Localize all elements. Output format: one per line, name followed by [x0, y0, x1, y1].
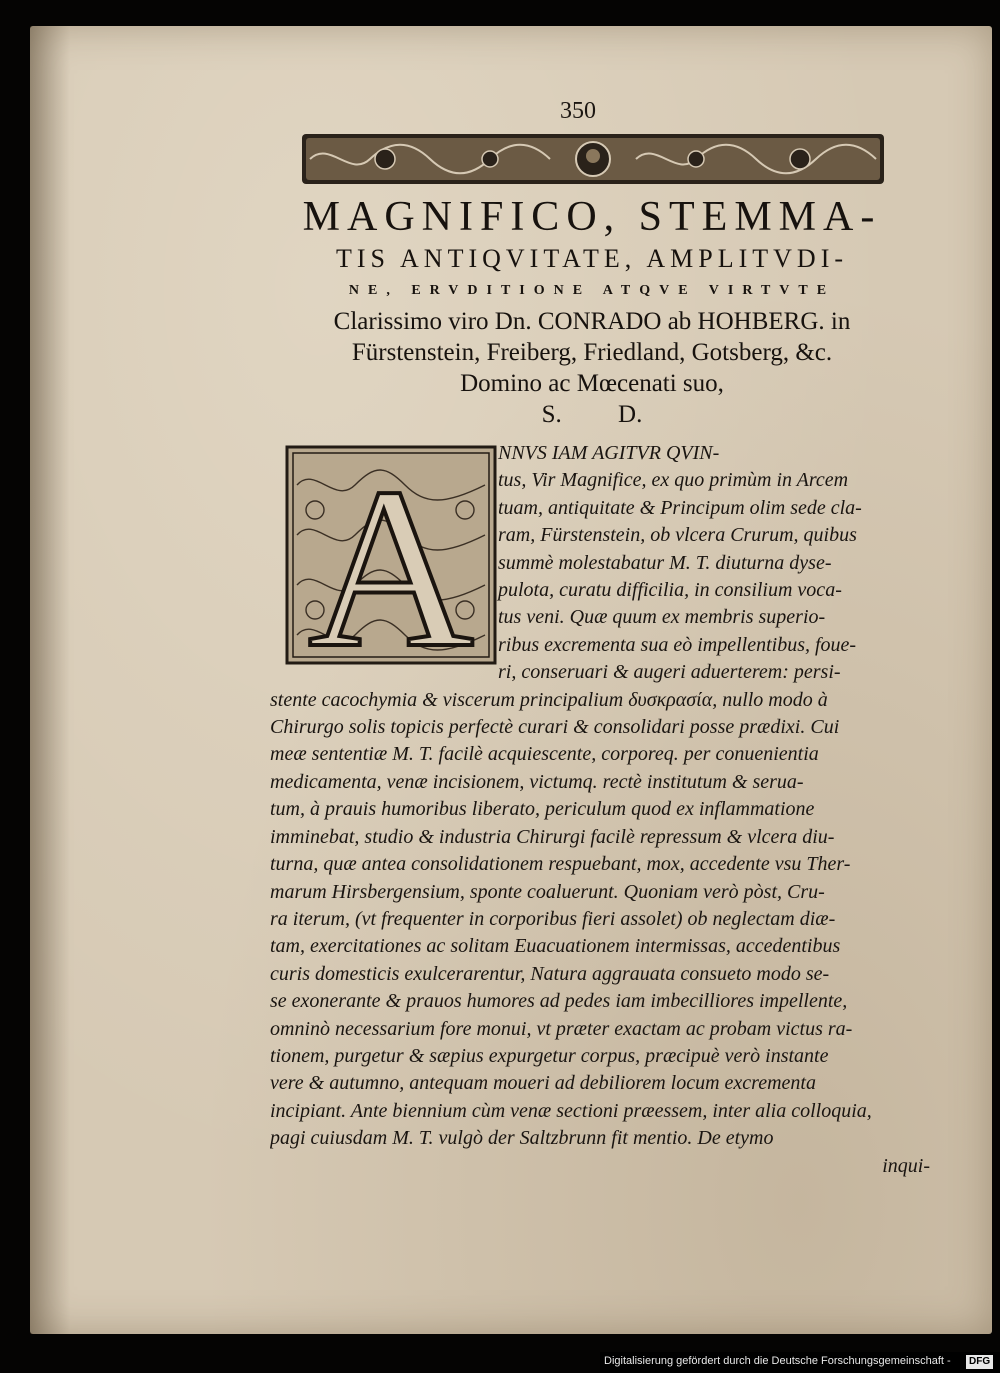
- page-number: 350: [560, 98, 596, 124]
- body-line: tus, Vir Magnifice, ex quo primùm in Arcem: [498, 469, 849, 492]
- body-line: tus veni. Quæ quum ex membris superio-: [498, 606, 826, 629]
- body-line: ra iterum, (vt frequenter in corporibus fieri assolet) ob neglectam diæ-: [270, 907, 836, 930]
- body-line: inqui-: [882, 1154, 930, 1177]
- initial-letter-glyph: A: [307, 445, 475, 665]
- heading-line-2: TIS ANTIQVITATE, AMPLITVDI-: [335, 244, 849, 273]
- ornamental-headpiece: [300, 130, 886, 188]
- body-line: Chirurgo solis topicis perfectè curari & consolidari posse prædixi. Cui: [270, 716, 840, 739]
- body-line: tum, à prauis humoribus liberato, periculum quod ex inflammatione: [270, 798, 815, 821]
- body-line: incipiant. Ante biennium cùm venæ sectioni præessem, inter alia colloquia,: [270, 1099, 872, 1122]
- dedication-heading: [262, 192, 922, 430]
- letter-body-text: [270, 440, 930, 1180]
- body-line: tionem, purgetur & sæpius expurgetur corpus, præcipuè verò instante: [270, 1044, 829, 1067]
- body-line: ribus excrementa sua eò impellentibus, foue-: [498, 633, 857, 656]
- body-line: vere & autumno, antequam moueri ad debiliorem locum excrementa: [270, 1072, 816, 1095]
- body-line: tam, exercitationes ac solitam Euacuationem intermissas, accedentibus: [270, 935, 841, 958]
- body-line: tuam, antiquitate & Principum olim sede cla-: [498, 496, 862, 519]
- body-line: summè molestabatur M. T. diuturna dyse-: [498, 551, 832, 574]
- heading-line-4: Clarissimo viro Dn. CONRADO ab HOHBERG. in: [333, 308, 851, 335]
- digitization-credit: Digitalisierung gefördert durch die Deutsche Forschungsgemeinschaft -: [604, 1355, 951, 1367]
- body-line: stente cacochymia & viscerum principalium δυσκρασία, nullo modo à: [270, 688, 828, 711]
- body-line: NNVS IAM AGITVR QVIN-: [498, 442, 720, 464]
- dfg-logo: DFG: [966, 1355, 993, 1369]
- body-line: pagi cuiusdam M. T. vulgò der Saltzbrunn fit mentio. De etymo: [270, 1127, 774, 1150]
- heading-line-3: NE, ERVDITIONE ATQVE VIRTVTE: [348, 283, 836, 298]
- body-line: ram, Fürstenstein, ob vlcera Crurum, quibus: [498, 524, 857, 547]
- body-line: meæ sententiæ M. T. facilè acquiescente, corporeq. per conuenientia: [270, 743, 819, 766]
- heading-line-5: Fürstenstein, Freiberg, Friedland, Gotsberg, &c.: [351, 339, 833, 366]
- body-line: omninò necessarium fore monui, vt præter exactam ac probam victus ra-: [270, 1017, 853, 1040]
- body-line: se exonerante & prauos humores ad pedes iam imbecilliores impellente,: [270, 990, 848, 1013]
- heading-line-6: Domino ac Mœcenati suo,: [460, 370, 724, 397]
- heading-line-1: MAGNIFICO, STEMMA-: [302, 194, 882, 240]
- body-line: medicamenta, venæ incisionem, victumq. rectè institutum & serua-: [270, 770, 804, 793]
- heading-line-7: S. D.: [541, 401, 643, 428]
- body-line: ri, conseruari & augeri aduerterem: persi-: [498, 661, 841, 684]
- body-line: marum Hirsbergensium, sponte coaluerunt. Quoniam verò pòst, Cru-: [270, 880, 825, 903]
- body-line: curis domesticis exulcerarentur, Natura aggrauata consueto modo se-: [270, 962, 830, 985]
- body-line: pulota, curatu difficilia, in consilium voca-: [498, 579, 842, 602]
- body-line: imminebat, studio & industria Chirurgi facilè repressum & vlcera diu-: [270, 825, 835, 848]
- body-line: turna, quæ antea consolidationem respuebant, mox, accedente vsu Ther-: [270, 853, 851, 876]
